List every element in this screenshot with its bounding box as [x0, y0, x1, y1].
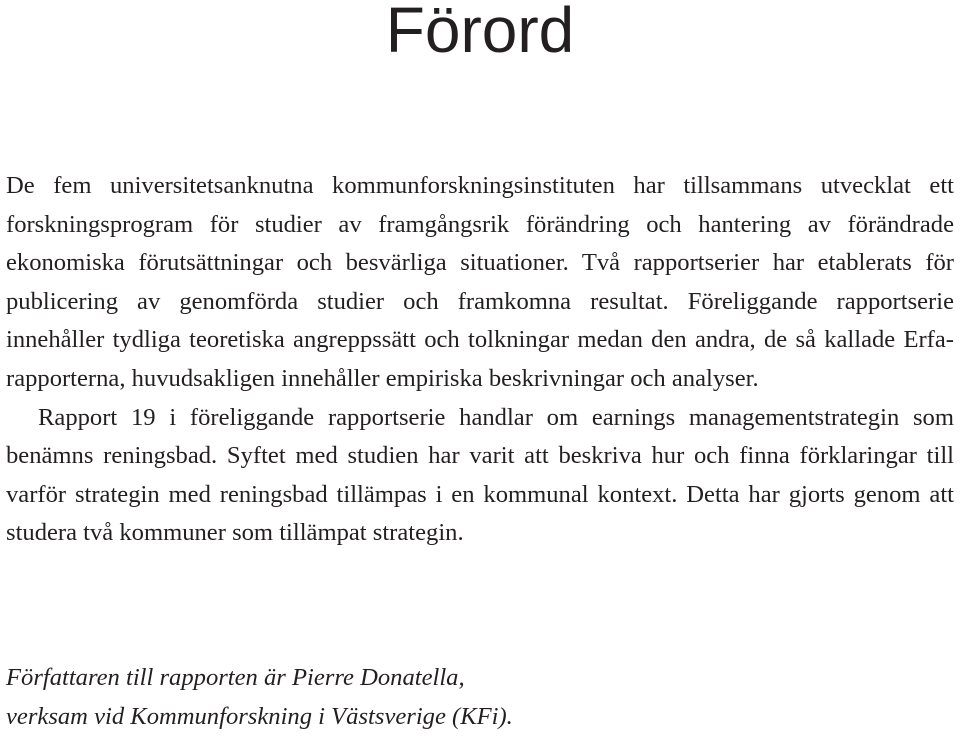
- author-affiliation-line: verksam vid Kommunforskning i Västsverige (KFi).: [6, 702, 513, 730]
- paragraph-intro: De fem universitetsanknutna kommunforskningsinstituten har tillsammans utvecklat ett forskningsprogram för studier av framgångsrik förändring och hantering av förändrade ekonomiska förutsättningar och besvärliga situationer. Två rapportserier har etablerats för publicering av genomförda studier och framkomna resultat. Föreliggande rapportserie innehåller tydliga teoretiska angreppssätt och tolkningar medan den andra, de så kallade Erfarapporterna, huvudsakligen innehåller empiriska beskrivningar och analyser.: [6, 172, 954, 392]
- author-note: [6, 659, 954, 736]
- body-text: [6, 167, 954, 553]
- paragraph-report-19: Rapport 19 i föreliggande rapportserie handlar om earnings managementstrategin som benämns reningsbad. Syftet med studien har varit att beskriva hur och finna förklaringar till varför strategin med reningsbad tillämpas i en kommunal kontext. Detta har gjorts genom att studera två kommuner som tillämpat strategin.: [6, 403, 954, 547]
- author-line: Författaren till rapporten är Pierre Donatella,: [6, 664, 465, 691]
- page-title: Förord: [385, 0, 575, 66]
